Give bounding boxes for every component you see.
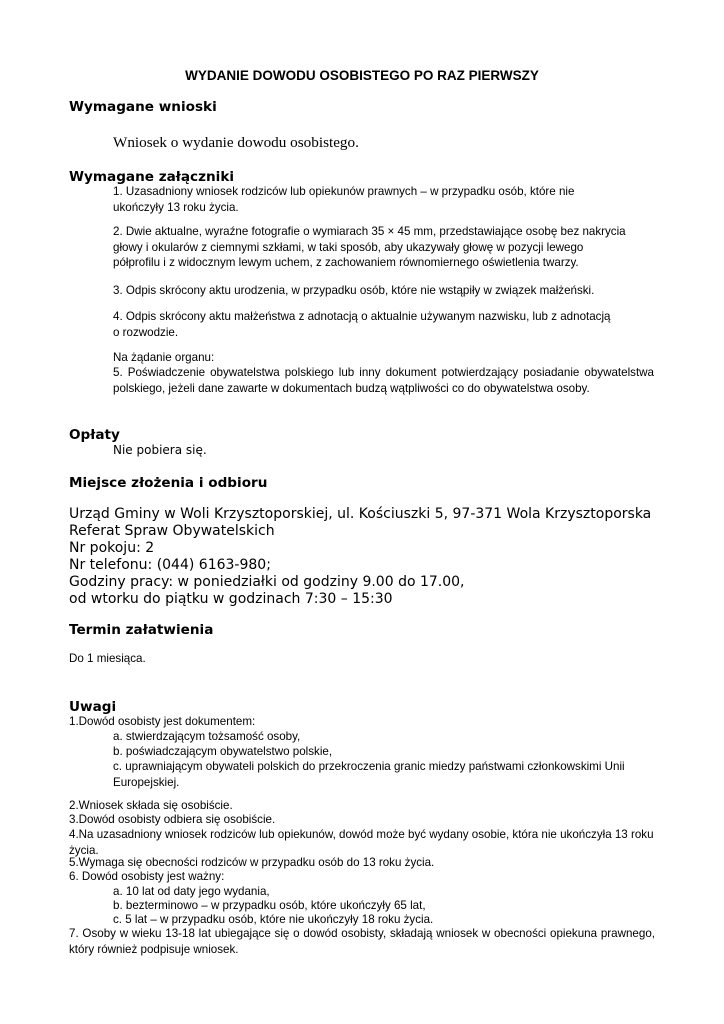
office-phone: Nr telefonu: (044) 6163-980;: [69, 557, 271, 573]
attachment-item-1-line: 1. Uzasadniony wniosek rodziców lub opiekunów prawnych – w przypadku osób, które nie: [113, 185, 575, 198]
note-1: 1.Dowód osobisty jest dokumentem:: [69, 715, 256, 728]
office-room: Nr pokoju: 2: [69, 540, 155, 556]
office-hours-weekdays: od wtorku do piątku w godzinach 7:30 – 15:30: [69, 591, 393, 607]
attachment-item-2: [113, 224, 626, 271]
office-info: [69, 506, 651, 608]
heading-termin: Termin załatwienia: [69, 622, 214, 638]
note-6c: c. 5 lat – w przypadku osób, które nie ukończyły 18 roku życia.: [113, 913, 434, 926]
attachment-item-2-line: 2. Dwie aktualne, wyraźne fotografie o wymiarach 35 × 45 mm, przedstawiające osobę bez nakrycia: [113, 225, 626, 238]
note-1c: c. uprawniającym obywateli polskich do przekroczenia granic miedzy państwami członkowskimi Unii Europejskiej.: [113, 760, 625, 789]
note-3: 3.Dowód osobisty odbiera się osobiście.: [69, 813, 276, 826]
office-department: Referat Spraw Obywatelskich: [69, 523, 275, 539]
note-1b: b. poświadczającym obywatelstwo polskie,: [113, 745, 333, 758]
attachment-item-4-line: o rozwodzie.: [113, 325, 179, 339]
attachment-item-5: 5. Poświadczenie obywatelstwa polskiego lub inny dokument potwierdzający posiadanie obywatelstwa polskiego, jeżeli dane zawarte w dokumentach budzą wątpliwości co do obywatelstwa osoby.: [113, 366, 654, 395]
attachment-item-1-line: ukończyły 13 roku życia.: [113, 200, 239, 214]
heading-miejsce: Miejsce złożenia i odbioru: [69, 475, 268, 491]
oplaty-text: Nie pobiera się.: [113, 443, 207, 457]
document-title: WYDANIE DOWODU OSOBISTEGO PO RAZ PIERWSZY: [185, 68, 539, 83]
heading-wymagane-wnioski: Wymagane wnioski: [69, 99, 217, 115]
note-6a: a. 10 lat od daty jego wydania,: [113, 885, 270, 898]
note-6b: b. bezterminowo – w przypadku osób, które ukończyły 65 lat,: [113, 899, 426, 912]
attachment-item-4: [113, 309, 611, 340]
note-2: 2.Wniosek składa się osobiście.: [69, 799, 233, 812]
attachment-item-2-line: głowy i okularów z ciemnymi szkłami, w taki sposób, aby ukazywały głowę w pozycji lewego: [113, 240, 584, 254]
heading-oplaty: Opłaty: [69, 427, 120, 443]
on-request-label: Na żądanie organu:: [113, 351, 215, 364]
attachment-item-2-line: półprofilu i z widocznym lewym uchem, z zachowaniem równomiernego oświetlenia twarzy.: [113, 256, 579, 270]
note-7: 7. Osoby w wieku 13-18 lat ubiegające się o dowód osobisty, składają wniosek w obecności opiekuna prawnego, który również podpisuje wniosek.: [69, 927, 655, 956]
note-6: 6. Dowód osobisty jest ważny:: [69, 870, 225, 883]
heading-wymagane-zalaczniki: Wymagane załączniki: [69, 169, 235, 185]
attachment-item-3: 3. Odpis skrócony aktu urodzenia, w przypadku osób, które nie wstąpiły w związek małżeński.: [113, 284, 595, 297]
note-4: 4.Na uzasadniony wniosek rodziców lub opiekunów, dowód może być wydany osobie, która nie ukończyła 13 roku życia.: [69, 828, 654, 857]
wniosek-text: Wniosek o wydanie dowodu osobistego.: [113, 134, 359, 151]
note-5: 5.Wymaga się obecności rodziców w przypadku osób do 13 roku życia.: [69, 856, 435, 869]
note-1a: a. stwierdzającym tożsamość osoby,: [113, 730, 301, 743]
office-hours-monday: Godziny pracy: w poniedziałki od godziny 9.00 do 17.00,: [69, 574, 465, 590]
attachment-item-1: [113, 184, 574, 215]
office-address: Urząd Gminy w Woli Krzysztoporskiej, ul. Kościuszki 5, 97-371 Wola Krzysztoporska: [69, 506, 652, 522]
heading-uwagi: Uwagi: [69, 699, 117, 715]
attachment-item-4-line: 4. Odpis skrócony aktu małżeństwa z adnotacją o aktualnie używanym nazwisku, lub z adnotacją: [113, 310, 611, 323]
termin-text: Do 1 miesiąca.: [69, 652, 146, 665]
